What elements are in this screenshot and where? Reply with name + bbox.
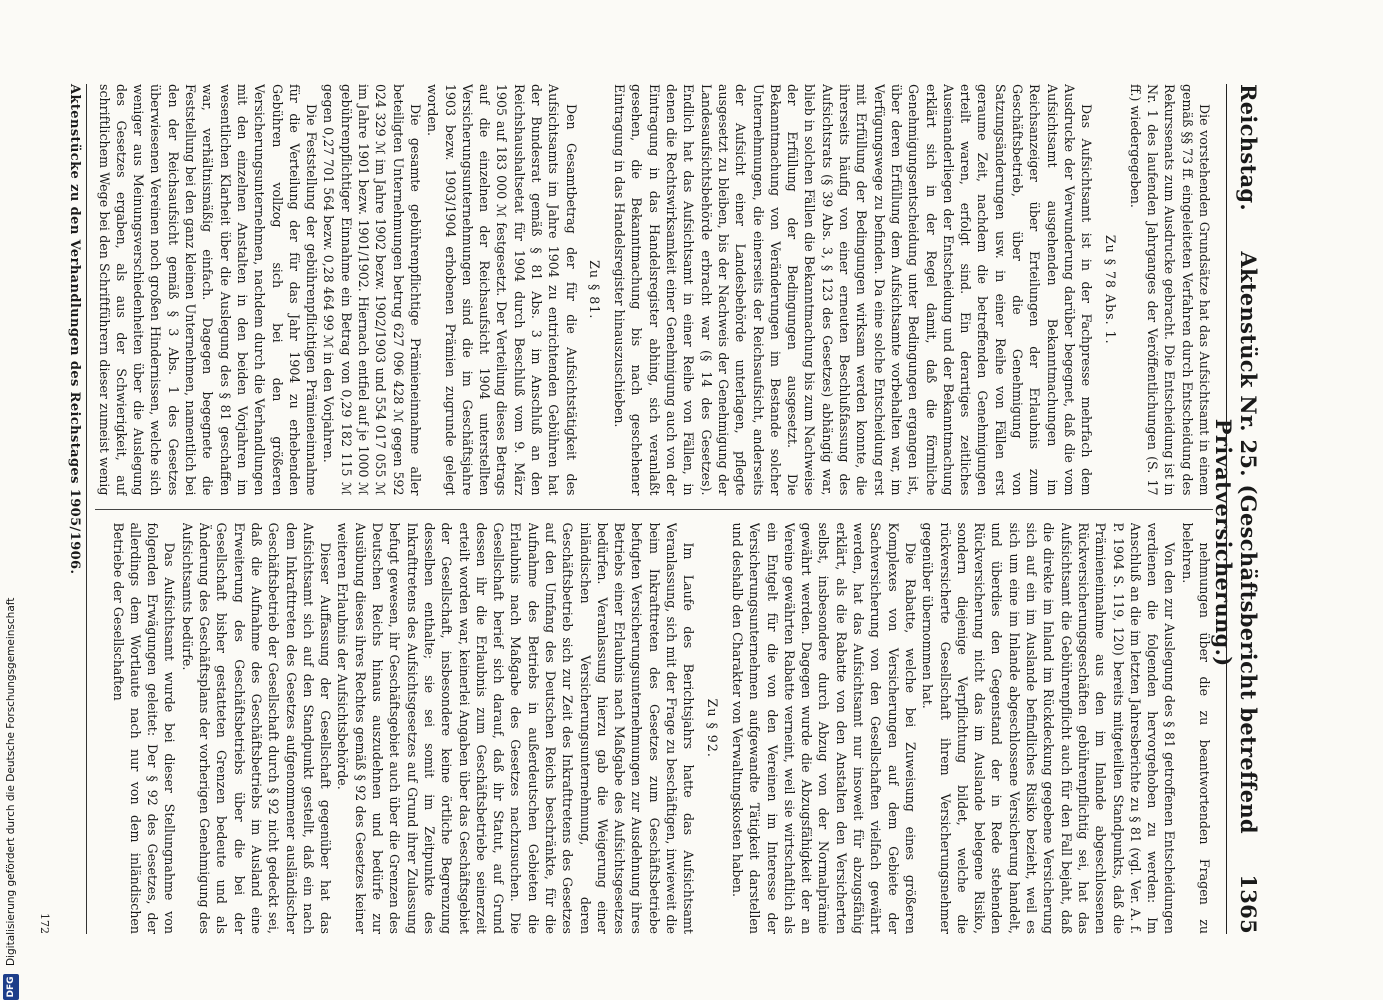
column-divider (95, 509, 1213, 510)
text-columns (95, 84, 1213, 934)
paragraph: Die vorstehenden Grundsätze hat das Aufsichtsamt in einem gemäß §§ 73 ff. eingeleiteten Verfahren durch Entscheidung des Rekurssenats zum Ausdrucke gebracht. Die Entscheidung ist in Nr. 1 des laufenden Jahrganges der Veröffentlichungen (S. 17 ff.) wiedergegeben. (1127, 84, 1212, 496)
paragraph: Im Laufe des Berichtsjahrs hatte das Aufsichtsamt Veranlassung, sich mit der Frage zu beschäftigen, inwieweit die beim Inkrafttreten des Gesetzes zum Geschäftsbetriebe befugten Versicherungsunternehmungen zur Ausdehnung ihres Betriebs einer Erlaubnis nach Maßgabe des Aufsichtsgesetzes bedürfen. Veranlassung hierzu gab die Weigerung einer inländischen Versicherungsunternehmung, deren Geschäftsbetrieb sich zur Zeit des Inkrafttretens des Gesetzes auf den Umfang des Deutschen Reichs beschränkte, für die Aufnahme des Betriebs in außerdeutschen Gebieten die Erlaubnis nach Maßgabe des Gesetzes nachzusuchen. Die Gesellschaft berief sich darauf, daß ihr Statut, auf Grund dessen ihr die Erlaubnis zum Geschäftsbetriebe seinerzeit erteilt worden war, keinerlei Angaben über das Geschäftsgebiet der Gesellschaft, insbesondere keine örtliche Begrenzung desselben enthalte; sie sei somit im Zeitpunkte des Inkrafttretens des Aufsichtsgesetzes auf Grund ihrer Zulassung befugt gewesen, ihr Geschäftsgebiet auch über die Grenzen des Deutschen Reichs hinaus auszudehnen und bedürfe zur Ausübung dieses ihres Rechtes gemäß § 92 des Gesetzes keiner weiteren Erlaubnis der Aufsichtsbehörde. (335, 522, 697, 934)
page-footer: Aktenstücke zu den Verhandlungen des Reichstages 1905/1906. (60, 84, 87, 934)
paragraph: Von den zur Auslegung des § 81 getroffenen Entscheidungen verdienen die folgenden hervorgehoben zu werden: Im Anschluß an die im letzten Jahresberichte zu § 81 (vgl. Ver. A. f. P. 1904 S. 119, 120) bereits mitgeteilten Standpunkts, daß die Prämieneinnahme aus den im Inlande abgeschlossenen Rückversicherungsgeschäften gebührenpflichtig sei, hat das Aufsichtsamt die Gebührenpflicht auch für den Fall bejaht, daß die direkte im Inland im Rückdeckung gegebene Versicherung sich auf ein im Auslande befindliches Risiko bezieht, weil es sich um eine im Inlande abgeschlossene Versicherung handelt, und überdies den Gegenstand der in Rede stehenden Rückversicherung nicht das im Auslande belegene Risiko, sondern diejenige Verpflichtung bildet, welche die rückversicherte Gesellschaft ihrem Versicherungsnehmer gegenüber übernommen hat. (920, 522, 1178, 934)
page-content (38, 84, 1261, 934)
section-heading: Zu § 81. (586, 260, 602, 320)
paragraph: Die gesamte gebührenpflichtige Prämieneinnahme aller beteiligten Unternehmungen betrug 627 096 428 ℳ gegen 592 024 329 ℳ im Jahre 1902 bezw. 1902/1903 und 554 017 055 ℳ im Jahre 1901 bezw. 1901/1902. Hiernach entfiel auf je 1000 ℳ gebührenpflichtiger Einnahme ein Betrag von 0,29 182 115 ℳ gegen 0,27 701 564 bezw. 0,28 464 99 ℳ in den Vorjahren. (321, 84, 423, 496)
credit-text: Digitalisierung gefördert durch die Deutsche Forschungsgemeinschaft (5, 597, 17, 966)
header-rule (1226, 84, 1227, 934)
running-header (1211, 84, 1261, 934)
paragraph: Den Gesamtbetrag der für die Aufsichtstätigkeit des Aufsichtsamts im Jahre 1904 zu entrichtenden Gebühren hat der Bundesrat gemäß § 81 Abs. 3 im Anschluß an den Reichshaushaltsetat für 1904 durch Beschluß vom 9. März 1905 auf 183 000 ℳ festgesetzt. Der Verteilung dieses Betrags auf die einzelnen der Reichsaufsicht 1904 unterstellten Versicherungsunternehmungen sind die im Geschäftsjahre 1903 bezw. 1903/1904 erhobenen Prämien zugrunde gelegt worden. (425, 84, 579, 496)
header-left: Reichstag. (1236, 84, 1261, 211)
right-column (95, 523, 1213, 935)
paragraph: Die Feststellung der gebührenpflichtigen Prämieneinnahme für die Verteilung der für das Jahr 1904 zu erhebenden Gebühren vollzog sich bei den größeren Versicherungsunternehmen, nachdem durch die Verhandlungen mit den einzelnen Anstalten in den beiden Vorjahren im wesentlichen Klarheit über die Auslegung des § 81 geschaffen war, verhältnismäßig einfach. Dagegen begegnete die Feststellung bei den ganz kleinen Unternehmen, namentlich bei den der Reichsaufsicht gemäß § 3 Abs. 1 des Gesetzes überwiesenen Vereinen noch großen Hindernissen, welche sich weniger aus Meinungsverschiedenheiten über die Auslegung des Gesetzes ergaben, als aus der Schwierigkeit, auf schriftlichem Wege bei den Schriftführern dieser zumeist wenig (96, 84, 320, 496)
paragraph: Das Aufsichtsamt ist in der Fachpresse mehrfach dem Ausdrucke der Verwunderung darüber begegnet, daß die vom Aufsichtsamt ausgehenden Bekanntmachungen im Reichsanzeiger über Erteilungen der Erlaubnis zum Geschäftsbetrieb, über die Genehmigung von Satzungsänderungen usw. in einer Reihe von Fällen erst geraume Zeit, nachdem die betreffenden Genehmigungen erteilt waren, erfolgt sind. Ein derartiges zeitliches Auseinanderliegen der Entscheidung und der Bekanntmachung erklärt sich in der Regel damit, daß die förmliche Genehmigungsentscheidung unter Bedingungen ergangen ist, über deren Erfüllung dem Aufsichtsamte vorbehalten war, im Verfügungswege zu befinden. Da eine solche Entscheidung erst mit Erfüllung der Bedingungen wirksam werden konnte, die ihrerseits häufig von einer erneuten Beschlußfassung des Aufsichtsrats (§ 39 Abs. 3, § 123 des Gesetzes) abhängig war, blieb in solchen Fällen die Bekanntmachung bis zum Nachweise der Erfüllung der Bedingungen ausgesetzt. Die Bekanntmachung von Veränderungen im Bestande solcher Unternehmungen, die einerseits der Reichsaufsicht, anderseits der Aufsicht einer Landesbehörde unterlagen, pflegte ausgesetzt zu bleiben, bis der Nachweis der Genehmigung der Landesaufsichtsbehörde erbracht war (§ 14 des Gesetzes). Endlich hat das Aufsichtsamt in einer Reihe von Fällen, in denen die Rechtswirksamkeit einer Genehmigung auch von der Eintragung in das Handelsregister abhing, sich veranlaßt gesehen, die Bekanntmachung bis nach geschehener Eintragung in das Handelsregister hinauszuschieben. (612, 84, 1095, 496)
section-heading: Zu § 92. (704, 698, 720, 758)
header-center (1211, 211, 1261, 874)
page-number-bottom: 172 (38, 913, 51, 934)
digitization-credit (0, 0, 22, 1000)
paragraph: Das Aufsichtsamt wurde bei dieser Stellungnahme von folgenden Erwägungen geleitet: Der § 92 des Gesetzes, der allerdings dem Wortlaute nach nur von dem inländischen Betriebe der Gesellschaften (110, 522, 178, 934)
header-title: Aktenstück Nr. 25. (1236, 251, 1261, 477)
dfg-logo: DFG (3, 974, 19, 1000)
header-subtitle: (Geschäftsbericht betreffend Privatversicherung.) (1211, 418, 1261, 834)
paragraph: Die Rabatte, welche bei Zuweisung eines größeren Komplexes von Versicherungen auf dem Gebiete der Sachversicherung von den Gesellschaften vielfach gewährt werden, hat das Aufsichtsamt nur insoweit für abzugsfähig erklärt, als die Rabatte von den Anstalten den Versicherten selbst, insbesondere durch Abzug von der Normalprämie gewährt werden. Dagegen wurde die Abzugsfähigkeit der an Vereine gewährten Rabatte verneint, weil sie wirtschaftlich als ein Entgelt für die von den Vereinen im Interesse der Versicherungsunternehmen aufgewandte Tätigkeit darstellen und deshalb den Charakter von Verwaltungskosten haben. (729, 522, 918, 934)
page-number-top: 1365 (1236, 874, 1261, 934)
left-column (95, 84, 1213, 496)
section-heading: Zu § 78 Abs. 1. (1102, 234, 1118, 345)
paragraph: Dieser Auffassung der Gesellschaft gegenüber hat das Aufsichtsamt sich auf den Standpunkt gestellt, daß ein nach dem Inkrafttreten des Gesetzes aufgenommener ausländischer Geschäftsbetrieb der Gesellschaft durch § 92 nicht gedeckt sei, daß die Aufnahme des Geschäftsbetriebs im Ausland eine Erweiterung des Geschäftsbetriebs über die bei der Gesellschaft bisher gestatteten Grenzen bedeute und als Änderung des Geschäftsplans der vorherigen Genehmigung des Aufsichtsamts bedürfe. (179, 522, 334, 934)
paragraph: nehmungen über die zu beantwortenden Fragen zu belehren. (1179, 522, 1212, 934)
